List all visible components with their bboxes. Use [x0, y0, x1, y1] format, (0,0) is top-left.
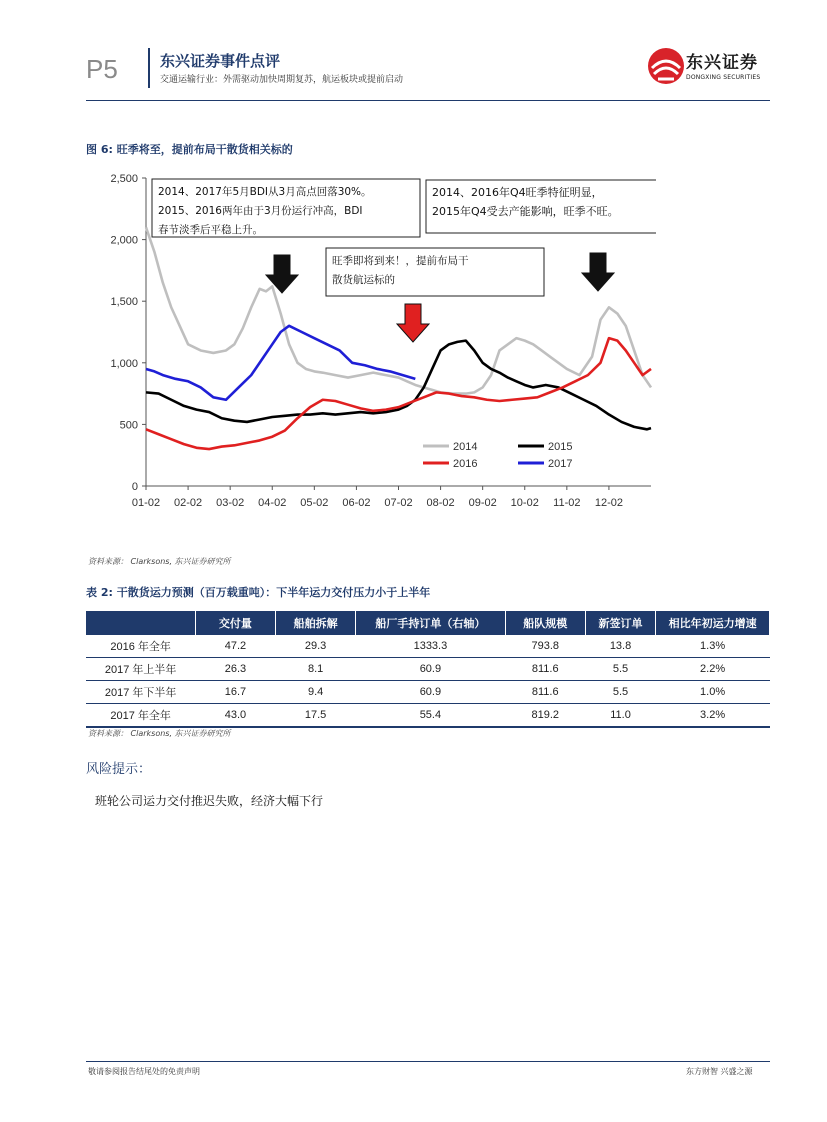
table-cell: 11.0 [585, 704, 655, 728]
table-cell: 793.8 [505, 635, 585, 658]
header-rule [86, 100, 770, 101]
y-tick-label: 1,000 [110, 357, 138, 370]
figure-title: 图 6: 旺季将至，提前布局干散货相关标的 [86, 143, 293, 156]
table-header-cell: 新签订单 [585, 611, 655, 635]
down-arrow-icon [582, 253, 614, 291]
table-row [86, 681, 770, 704]
table-cell: 60.9 [356, 681, 505, 704]
table-cell: 43.0 [195, 704, 275, 728]
annotation-1-line: 2014、2017年5月BDI从3月高点回落30%。 [158, 186, 372, 198]
x-tick-label: 07-02 [384, 497, 413, 509]
x-tick-label: 05-02 [300, 497, 329, 509]
table-cell: 29.3 [276, 635, 356, 658]
x-tick-label: 06-02 [342, 497, 371, 509]
legend-label-2017: 2017 [548, 458, 573, 470]
x-tick-label: 02-02 [174, 497, 203, 509]
table-cell: 55.4 [356, 704, 505, 728]
table-cell: 60.9 [356, 658, 505, 681]
down-arrow-icon [397, 304, 429, 342]
table-cell: 13.8 [585, 635, 655, 658]
capacity-table [86, 611, 770, 728]
table-cell: 17.5 [276, 704, 356, 728]
table-header-cell: 船队规模 [505, 611, 585, 635]
legend-label-2014: 2014 [453, 441, 478, 453]
footer-rule [86, 1061, 770, 1062]
risk-heading: 风险提示： [86, 762, 152, 777]
table-header-cell [86, 611, 195, 635]
table-cell: 16.7 [195, 681, 275, 704]
table-cell: 8.1 [276, 658, 356, 681]
x-tick-label: 04-02 [258, 497, 287, 509]
x-tick-label: 11-02 [553, 497, 581, 509]
table-cell: 9.4 [276, 681, 356, 704]
table-cell: 2.2% [656, 658, 770, 681]
table-cell: 811.6 [505, 681, 585, 704]
table-cell: 3.2% [656, 704, 770, 728]
legend-label-2015: 2015 [548, 441, 573, 453]
x-tick-label: 09-02 [468, 497, 497, 509]
y-tick-label: 500 [119, 419, 138, 432]
table-cell: 2017 年下半年 [86, 681, 195, 704]
table-row [86, 635, 770, 658]
figure-source: 资料来源： Clarksons, 东兴证券研究所 [88, 557, 231, 566]
x-tick-label: 01-02 [131, 497, 161, 509]
series-line-2015 [146, 341, 651, 430]
table-row [86, 704, 770, 728]
table-cell: 1.0% [656, 681, 770, 704]
table-cell: 5.5 [585, 658, 655, 681]
legend-label-2016: 2016 [453, 458, 478, 470]
table-cell: 2017 年上半年 [86, 658, 195, 681]
bdi-line-chart [86, 160, 656, 520]
footer-disclaimer: 敬请参阅报告结尾处的免责声明 [88, 1067, 200, 1076]
table-row [86, 658, 770, 681]
annotation-1-line: 春节淡季后平稳上升。 [158, 224, 263, 236]
annotation-2-line: 2015年Q4受去产能影响，旺季不旺。 [432, 205, 619, 218]
document-title: 东兴证券事件点评 [160, 52, 281, 70]
series-line-2016 [146, 338, 651, 449]
annotation-3-line: 旺季即将到来！，提前布局干 [332, 255, 469, 267]
table-cell: 2017 年全年 [86, 704, 195, 728]
header-divider [148, 48, 150, 88]
y-tick-label: 2,000 [110, 234, 138, 247]
table-cell: 1.3% [656, 635, 770, 658]
annotation-2-line: 2014、2016年Q4旺季特征明显， [432, 186, 603, 199]
table-cell: 2016 年全年 [86, 635, 195, 658]
document-subtitle: 交通运输行业：外需驱动加快周期复苏，航运板块或提前启动 [160, 75, 404, 85]
table-cell: 47.2 [195, 635, 275, 658]
y-tick-label: 1,500 [110, 296, 138, 309]
table-header-cell: 交付量 [195, 611, 275, 635]
logo-english: DONGXING SECURITIES [686, 74, 761, 81]
y-tick-label: 0 [131, 481, 138, 493]
table-cell: 811.6 [505, 658, 585, 681]
risk-text: 班轮公司运力交付推迟失败，经济大幅下行 [95, 794, 324, 808]
table-header-cell: 船厂手持订单（右轴） [356, 611, 505, 635]
x-tick-label: 10-02 [510, 497, 539, 509]
table-cell: 1333.3 [356, 635, 505, 658]
y-tick-label: 2,500 [110, 173, 138, 185]
table-cell: 819.2 [505, 704, 585, 728]
logo-text: 东兴证券 [686, 53, 758, 73]
table-title: 表 2: 干散货运力预测（百万载重吨）：下半年运力交付压力小于上半年 [86, 586, 431, 599]
footer-slogan: 东方财智 兴盛之源 [686, 1067, 753, 1076]
series-line-2017 [146, 326, 415, 400]
table-header-row [86, 611, 770, 635]
table-header-cell: 船舶拆解 [276, 611, 356, 635]
table-header-cell: 相比年初运力增速 [656, 611, 770, 635]
annotation-1-line: 2015、2016两年由于3月份运行冲高，BDI [158, 205, 363, 217]
table-cell: 26.3 [195, 658, 275, 681]
page-number: P5 [86, 54, 118, 84]
x-tick-label: 12-02 [594, 497, 623, 509]
x-tick-label: 03-02 [216, 497, 245, 509]
annotation-3-line: 散货航运标的 [332, 274, 395, 286]
table-cell: 5.5 [585, 681, 655, 704]
x-tick-label: 08-02 [426, 497, 455, 509]
table-source: 资料来源： Clarksons, 东兴证券研究所 [88, 729, 231, 738]
